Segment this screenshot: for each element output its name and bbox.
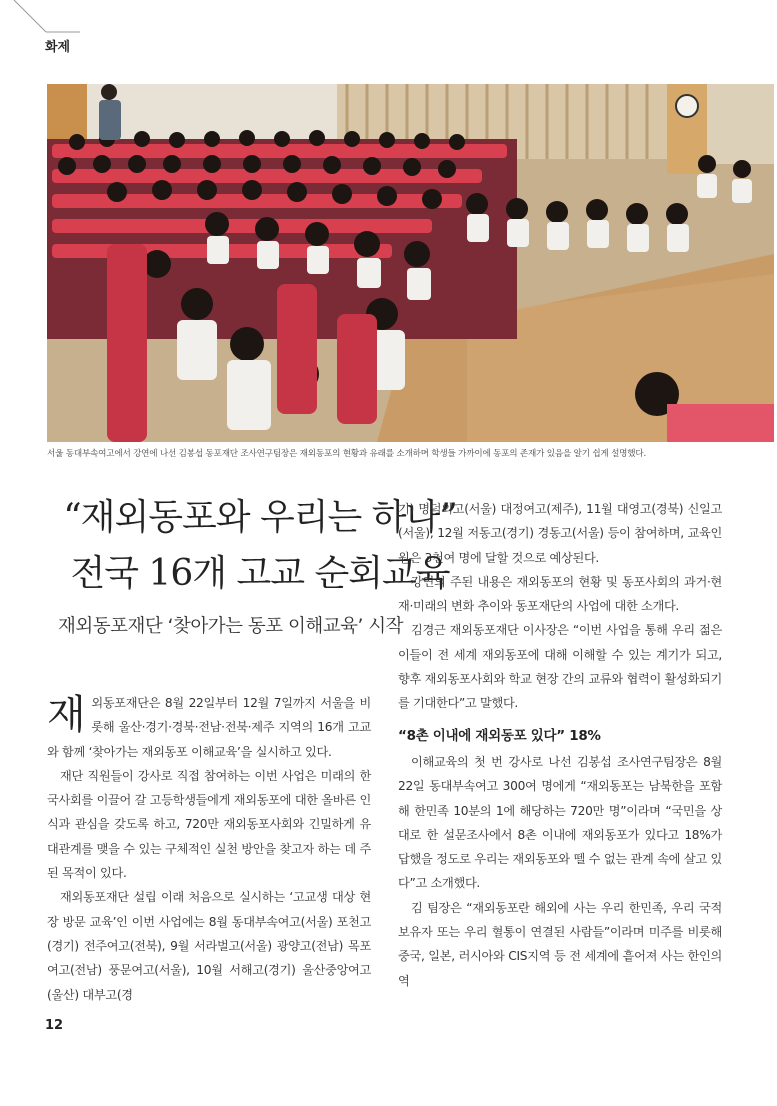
body-paragraph: 이해교육의 첫 번 강사로 나선 김봉섭 조사연구팀장은 8월 22일 동대부속여고 300여 명에게 “재외동포는 남북한을 포함해 한민족 10분의 1에 해당하는 720만 명”이라며 “국민을 상대로 한 설문조사에서 8촌 이내에 재외동포가 있다고 18%가 답했을 정도로 우리는 재외동포와 뗄 수 없는 관계 속에 살고 있다”고 소개했다. bbox=[398, 754, 722, 891]
corner-decoration bbox=[0, 0, 80, 40]
auditorium-photo bbox=[47, 84, 774, 442]
body-paragraph: 김경근 재외동포재단 이사장은 “이번 사업을 통해 우리 젊은이들이 전 세계 재외동포에 대해 이해할 수 있는 계기가 되고, 향후 재외동포사회와 학교 현장 간의 교류와 협력이 활성화되기를 기대한다”고 말했다. bbox=[398, 623, 722, 711]
headline-line-2: 전국 16개 고교 순회교육 bbox=[70, 553, 450, 594]
drop-cap: 재 bbox=[47, 692, 86, 738]
section-heading: “8촌 이내에 재외동포 있다” 18% bbox=[398, 727, 601, 744]
body-paragraph: 김 팀장은 “재외동포란 해외에 사는 우리 한민족, 우리 국적 보유자 또는 우리 혈통이 연결된 사람들”이라며 미주를 비롯해 중국, 일본, 러시아와 CIS지역 등 전 세계에 흩어져 사는 한인의 역 bbox=[398, 900, 722, 988]
body-paragraph: 강연의 주된 내용은 재외동포의 현황 및 동포사회의 과거·현재·미래의 변화 추이와 동포재단의 사업에 대한 소개다. bbox=[398, 574, 722, 614]
section-tag: 화제 bbox=[45, 40, 71, 55]
subheadline: 재외동포재단 ‘찾아가는 동포 이해교육’ 시작 bbox=[58, 616, 403, 637]
right-column bbox=[398, 497, 722, 993]
left-column bbox=[47, 691, 371, 1007]
intro-paragraph bbox=[47, 691, 371, 764]
photo-caption: 서울 동대부속여고에서 강연에 나선 김봉섭 동포재단 조사연구팀장은 재외동포의 현황과 유래를 소개하며 학생들 가까이에 동포의 존재가 있음을 알기 쉽게 설명했다. bbox=[47, 449, 647, 459]
body-paragraph: 재단 직원들이 강사로 직접 참여하는 이번 사업은 미래의 한국사회를 이끌어 갈 고등학생들에게 재외동포에 대한 올바른 인식과 관심을 갖도록 하고, 720만 재외동포사회와 긴밀하게 유대관계를 맺을 수 있는 구체적인 실천 방안을 찾고자 하는 데 주된 목적이 있다. bbox=[47, 768, 371, 881]
body-paragraph: 재외동포재단 설립 이래 처음으로 실시하는 ‘고교생 대상 현장 방문 교육’인 이번 사업에는 8월 동대부속여고(서울) 포천고(경기) 전주여고(전북), 9월 서라벌고(서울) 광양고(전남) 목포여고(전남) 풍문여고(서울), 10월 서해고(경기) 울산중앙여고(울산) 대부고(경 bbox=[47, 890, 371, 1002]
body-paragraph: 기) 명덕외고(서울) 대정여고(제주), 11월 대영고(경북) 신일고(서울), 12월 저동고(경기) 경동고(서울) 등이 참여하며, 교육인원은 3천여 명에 달할 것으로 예상된다. bbox=[398, 502, 722, 565]
page-number: 12 bbox=[45, 1018, 64, 1033]
intro-text: 외동포재단은 8월 22일부터 12월 7일까지 서울을 비롯해 울산·경기·경북·전남·전북·제주 지역의 16개 고교와 함께 ‘찾아가는 재외동포 이해교육’을 실시하고 있다. bbox=[47, 696, 371, 759]
headline-line-1: “재외동포와 우리는 하나” bbox=[63, 497, 457, 538]
